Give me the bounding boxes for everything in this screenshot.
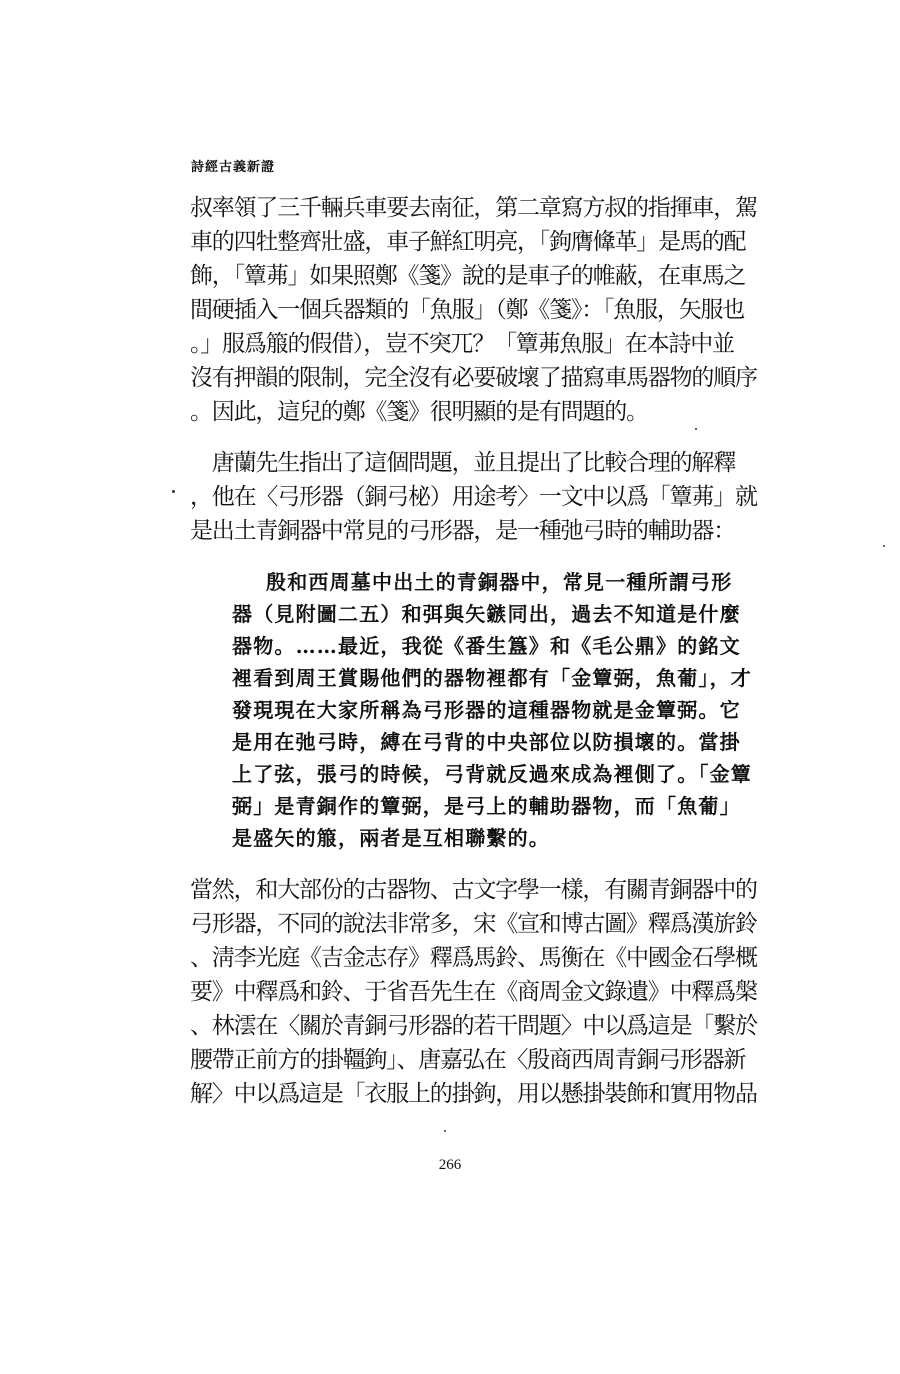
- p1-line-4: 間硬插入一個兵器類的「魚服」（鄭《箋》：「魚服，矢服也: [190, 297, 745, 323]
- p3-line-6: 腰帶正前方的掛韁鉤」、唐嘉弘在〈殷商西周青銅弓形器新: [190, 1047, 746, 1073]
- quote-line-1: 殷和西周墓中出土的青銅器中，常見一種所謂弓形: [266, 570, 733, 594]
- p1-line-7: 。因此，這兒的鄭《箋》很明顯的是有問題的。: [190, 399, 648, 425]
- p1-line-5: 。」服爲箙的假借），豈不突兀？「簟茀魚服」在本詩中並: [190, 331, 734, 357]
- quote-line-7: 上了弦，張弓的時候，弓背就反過來成為裡側了。「金簟: [232, 762, 752, 786]
- scan-speck: [695, 428, 697, 430]
- p1-line-3: 飾，「簟茀」如果照鄭《箋》說的是車子的帷蔽，在車馬之: [190, 263, 746, 289]
- p2-line-1: 唐蘭先生指出了這個問題，並且提出了比較合理的解釋: [190, 450, 736, 476]
- quote-line-2: 器（見附圖二五）和弭與矢鏃同出，過去不知道是什麼: [232, 602, 741, 626]
- quote-line-6: 是用在弛弓時，縛在弓背的中央部位以防損壞的。當掛: [232, 730, 741, 754]
- p3-line-2: 弓形器，不同的說法非常多，宋《宣和博古圖》釋爲漢旂鈴: [190, 911, 757, 937]
- scan-speck: [883, 545, 885, 547]
- quote-line-4: 裡看到周王賞賜他們的器物裡都有「金簟弼，魚葡」，才: [232, 666, 752, 690]
- quote-line-8: 弼」是青銅作的簟弼，是弓上的輔助器物，而「魚葡」: [232, 794, 741, 818]
- scan-speck: [172, 490, 175, 493]
- p1-line-1: 叔率領了三千輛兵車要去南征，第二章寫方叔的指揮車，駕: [190, 195, 757, 221]
- quote-line-9: 是盛矢的箙，兩者是互相聯繫的。: [232, 826, 550, 850]
- scan-speck: [444, 1130, 446, 1132]
- p2-line-3: 是出土青銅器中常見的弓形器，是一種弛弓時的輔助器：: [190, 518, 736, 544]
- p2-line-2: ，他在〈弓形器（銅弓柲）用途考〉一文中以爲「簟茀」就: [190, 484, 757, 510]
- p1-line-2: 車的四牡整齊壯盛，車子鮮紅明亮，「鉤膺鞗革」是馬的配: [190, 229, 746, 255]
- quote-line-5: 發現現在大家所稱為弓形器的這種器物就是金簟弼。它: [232, 698, 741, 722]
- p3-line-5: 、林澐在〈關於青銅弓形器的若干問題〉中以爲這是「繫於: [190, 1013, 757, 1039]
- p1-line-6: 沒有押韻的限制，完全沒有必要破壞了描寫車馬器物的順序: [190, 365, 757, 391]
- quote-line-3: 器物。……最近，我從《番生簋》和《毛公鼎》的銘文: [232, 634, 741, 658]
- p3-line-3: 、淸李光庭《吉金志存》釋爲馬鈴、馬衡在《中國金石學概: [190, 945, 757, 971]
- p3-line-1: 當然，和大部份的古器物、古文字學一樣，有關青銅器中的: [190, 877, 757, 903]
- page-number: 266: [438, 1157, 462, 1173]
- running-head: 詩經古義新證: [191, 160, 276, 175]
- p3-line-7: 解〉中以爲這是「衣服上的掛鉤，用以懸掛裝飾和實用物品: [190, 1081, 757, 1107]
- p3-line-4: 要》中釋爲和鈴、于省吾先生在《商周金文錄遺》中釋爲槃: [190, 979, 757, 1005]
